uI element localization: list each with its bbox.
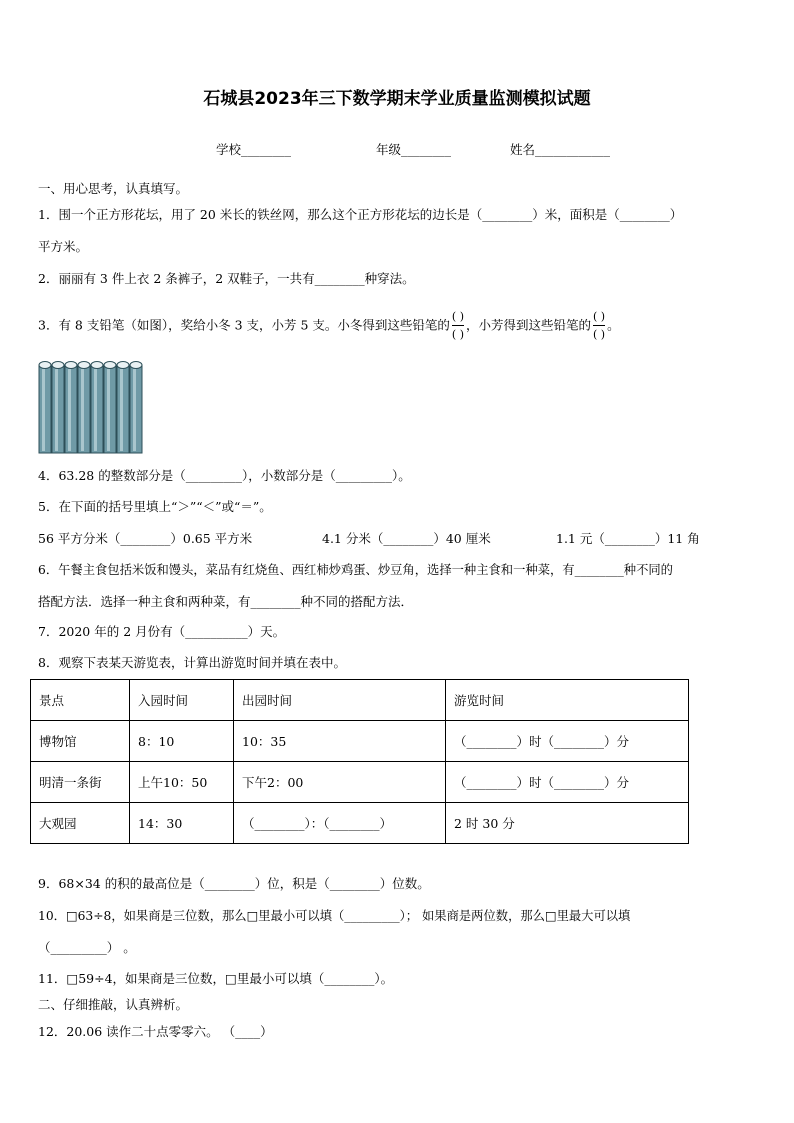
question-4: 4．63.28 的整数部分是（_________），小数部分是（_________）。: [38, 468, 411, 483]
table-header-row: [31, 680, 689, 721]
fraction-2: [593, 309, 605, 342]
fraction-2-denominator: ( ): [593, 328, 606, 341]
table-cell: 10：35: [234, 721, 446, 762]
pencil-6: [104, 362, 116, 454]
question-10-line2: （_________） 。: [38, 940, 136, 955]
question-6-line1: 6．午餐主食包括米饭和馒头，菜品有红烧鱼、西红柿炒鸡蛋、炒豆角，选择一种主食和一种菜，有________种不同的: [38, 563, 673, 577]
fraction-1-bar: [452, 325, 464, 326]
question-1-line2: 平方米。: [38, 239, 89, 254]
table-cell: 下午2：00: [234, 762, 446, 803]
question-7: 7．2020 年的 2 月份有（__________）天。: [38, 624, 286, 639]
question-3: [38, 306, 620, 344]
question-8: 8．观察下表某天游览表，计算出游览时间并填在表中。: [38, 655, 346, 670]
question-5-c: 1.1 元（________）11 角: [556, 531, 700, 546]
table-cell: （________）时（________）分: [446, 721, 689, 762]
page-title: 石城县2023年三下数学期末学业质量监测模拟试题: [203, 89, 591, 109]
table-cell: （________）：（________）: [234, 803, 446, 844]
table-header-cell: 游览时间: [446, 680, 689, 721]
pencil-7: [117, 362, 129, 454]
fraction-1-numerator: ( ): [451, 310, 464, 323]
question-5-b: 4.1 分米（________）40 厘米: [322, 531, 491, 546]
question-3-text2: ，小芳得到这些铅笔的: [466, 317, 592, 333]
pencil-5: [91, 362, 103, 454]
grade-field: 年级________: [376, 142, 452, 157]
fraction-1-denominator: ( ): [451, 328, 464, 341]
table-cell: 明清一条街: [31, 762, 130, 803]
question-6-line2: 搭配方法．选择一种主食和两种菜，有________种不同的搭配方法．: [38, 594, 414, 609]
section-2-heading: 二、仔细推敲，认真辨析。: [38, 997, 189, 1012]
question-5: 5．在下面的括号里填上“＞”“＜”或“＝”。: [38, 499, 272, 514]
table-cell: 8：10: [130, 721, 234, 762]
question-3-text1: 3．有 8 支铅笔（如图），奖给小冬 3 支，小芳 5 支。小冬得到这些铅笔的: [38, 317, 450, 333]
tour-table: [30, 679, 689, 844]
pencil-8: [130, 362, 142, 454]
question-1-line1: 1．围一个正方形花坛，用了 20 米长的铁丝网，那么这个正方形花坛的边长是（________）米，面积是（________）: [38, 207, 683, 222]
pencil-1: [39, 362, 51, 454]
table-cell: 上午10：50: [130, 762, 234, 803]
question-3-end: 。: [607, 317, 620, 333]
table-row: [31, 721, 689, 762]
question-9: 9．68×34 的积的最高位是（________）位，积是（________）位数。: [38, 876, 430, 891]
table-cell: 大观园: [31, 803, 130, 844]
pencils-illustration: [37, 359, 149, 455]
fraction-1: [452, 309, 464, 342]
table-row: [31, 803, 689, 844]
question-11: 11．□59÷4，如果商是三位数，□里最小可以填（________）。: [38, 971, 394, 986]
question-5-a: 56 平方分米（________）0.65 平方米: [38, 531, 253, 546]
question-12: 12．20.06 读作二十点零零六。 （____）: [38, 1024, 273, 1039]
question-2: 2．丽丽有 3 件上衣 2 条裤子，2 双鞋子，一共有________种穿法。: [38, 271, 415, 286]
fraction-2-numerator: ( ): [593, 310, 606, 323]
table-header-cell: 入园时间: [130, 680, 234, 721]
table-cell: 2 时 30 分: [446, 803, 689, 844]
table-header-cell: 景点: [31, 680, 130, 721]
pencil-2: [52, 362, 64, 454]
table-header-cell: 出园时间: [234, 680, 446, 721]
pencil-3: [65, 362, 77, 454]
name-field: 姓名____________: [510, 142, 611, 157]
table-cell: （________）时（________）分: [446, 762, 689, 803]
school-field: 学校________: [216, 142, 292, 157]
pencil-4: [78, 362, 90, 454]
section-1-heading: 一、用心思考，认真填写。: [38, 181, 189, 196]
table-row: [31, 762, 689, 803]
table-cell: 博物馆: [31, 721, 130, 762]
table-cell: 14：30: [130, 803, 234, 844]
question-10-line1: 10．□63÷8，如果商是三位数，那么□里最小可以填（_________）； 如果商是两位数，那么□里最大可以填: [38, 909, 631, 923]
fraction-2-bar: [593, 325, 605, 326]
